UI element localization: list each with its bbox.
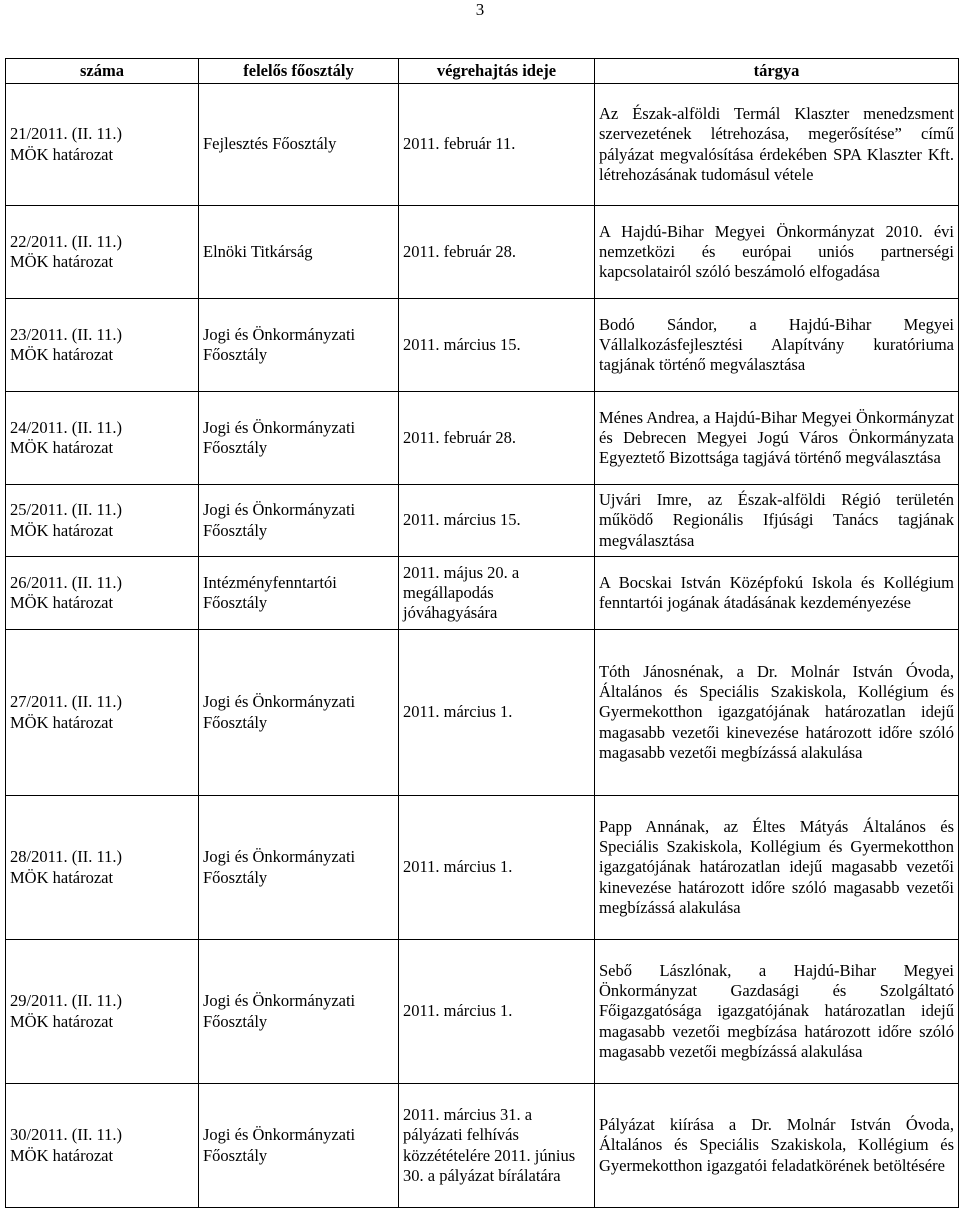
department-cell: Jogi és Önkormányzati Főosztály — [199, 299, 399, 392]
decision-number-cell — [6, 1084, 199, 1208]
table-row — [6, 485, 959, 557]
decision-type: MÖK határozat — [10, 438, 114, 457]
deadline-cell: 2011. március 1. — [399, 630, 595, 796]
decision-type: MÖK határozat — [10, 345, 114, 364]
department-cell: Jogi és Önkormányzati Főosztály — [199, 1084, 399, 1208]
decision-type: MÖK határozat — [10, 867, 114, 887]
decision-number: 24/2011. (II. 11.) — [10, 417, 122, 437]
decision-number-cell — [6, 299, 199, 392]
department-cell: Elnöki Titkárság — [199, 206, 399, 299]
department-cell: Jogi és Önkormányzati Főosztály — [199, 630, 399, 796]
deadline-cell: 2011. március 1. — [399, 796, 595, 940]
department-cell: Jogi és Önkormányzati Főosztály — [199, 796, 399, 940]
decision-number: 26/2011. (II. 11.) — [10, 572, 122, 592]
department-cell: Jogi és Önkormányzati Főosztály — [199, 392, 399, 485]
deadline-cell: 2011. február 11. — [399, 84, 595, 206]
decision-type: MÖK határozat — [10, 144, 114, 164]
subject-cell: Az Észak-alföldi Termál Klaszter menedzsment szervezetének létrehozása, megerősítése” című pályázat megvalósítása érdekében SPA Klaszter Kft. létrehozásának tudomásul vétele — [595, 84, 959, 206]
deadline-cell: 2011. március 1. — [399, 940, 595, 1084]
decision-type: MÖK határozat — [10, 252, 114, 271]
column-header-department: felelős főosztály — [199, 59, 399, 84]
department-cell: Intézményfenntartói Főosztály — [199, 557, 399, 630]
decision-number: 25/2011. (II. 11.) — [10, 500, 122, 520]
subject-cell: Ujvári Imre, az Észak-alföldi Régió területén működő Regionális Ifjúsági Tanács tagjának megválasztása — [595, 485, 959, 557]
subject-cell: A Bocskai István Középfokú Iskola és Kollégium fenntartói jogának átadásának kezdeményezése — [595, 557, 959, 630]
decision-number-cell — [6, 485, 199, 557]
decision-number: 30/2011. (II. 11.) — [10, 1125, 122, 1145]
decision-number-cell — [6, 940, 199, 1084]
decision-number: 23/2011. (II. 11.) — [10, 324, 122, 344]
table-row — [6, 940, 959, 1084]
decision-number: 22/2011. (II. 11.) — [10, 231, 122, 251]
department-cell: Fejlesztés Főosztály — [199, 84, 399, 206]
subject-cell: Pályázat kiírása a Dr. Molnár István Óvoda, Általános és Speciális Szakiskola, Kollégium és Gyermekotthon igazgatói feladatkörének betöltésére — [595, 1084, 959, 1208]
decision-number-cell — [6, 84, 199, 206]
decision-type: MÖK határozat — [10, 712, 114, 732]
decision-number-cell — [6, 557, 199, 630]
table-row — [6, 630, 959, 796]
subject-cell: Ménes Andrea, a Hajdú-Bihar Megyei Önkormányzat és Debrecen Megyei Jogú Város Önkormányzata Egyeztető Bizottsága tagjává történő megválasztása — [595, 392, 959, 485]
deadline-cell: 2011. március 31. a pályázati felhívás közzétételére 2011. június 30. a pályázat bírálatára — [399, 1084, 595, 1208]
decision-number: 28/2011. (II. 11.) — [10, 847, 122, 867]
deadline-cell: 2011. február 28. — [399, 206, 595, 299]
column-header-subject: tárgya — [595, 59, 959, 84]
table-header-row — [6, 59, 959, 84]
table-row — [6, 557, 959, 630]
table-row — [6, 206, 959, 299]
deadline-cell: 2011. február 28. — [399, 392, 595, 485]
table-row — [6, 299, 959, 392]
decision-number: 27/2011. (II. 11.) — [10, 692, 122, 712]
deadline-cell: 2011. március 15. — [399, 299, 595, 392]
subject-cell: Sebő Lászlónak, a Hajdú-Bihar Megyei Önkormányzat Gazdasági és Szolgáltató Főigazgatósága igazgatójának határozatlan idejű magasabb vezetői megbízása határozott időre szóló magasabb vezetői megbízássá alakulása — [595, 940, 959, 1084]
column-header-number: száma — [6, 59, 199, 84]
subject-cell: Bodó Sándor, a Hajdú-Bihar Megyei Vállalkozásfejlesztési Alapítvány kuratóriuma tagjának történő megválasztása — [595, 299, 959, 392]
decision-type: MÖK határozat — [10, 1011, 114, 1031]
deadline-cell: 2011. március 15. — [399, 485, 595, 557]
decision-number-cell — [6, 796, 199, 940]
decision-type: MÖK határozat — [10, 1145, 114, 1165]
department-cell: Jogi és Önkormányzati Főosztály — [199, 940, 399, 1084]
decision-type: MÖK határozat — [10, 520, 114, 540]
table-row — [6, 796, 959, 940]
table-row — [6, 392, 959, 485]
decision-type: MÖK határozat — [10, 593, 114, 612]
column-header-deadline: végrehajtás ideje — [399, 59, 595, 84]
table-row — [6, 1084, 959, 1208]
department-cell: Jogi és Önkormányzati Főosztály — [199, 485, 399, 557]
deadline-cell: 2011. május 20. a megállapodás jóváhagyására — [399, 557, 595, 630]
decision-number: 29/2011. (II. 11.) — [10, 991, 122, 1011]
table-row — [6, 84, 959, 206]
decision-number: 21/2011. (II. 11.) — [10, 124, 122, 144]
decisions-table — [5, 58, 959, 1208]
subject-cell: A Hajdú-Bihar Megyei Önkormányzat 2010. évi nemzetközi és európai uniós partnerségi kapcsolatairól szóló beszámoló elfogadása — [595, 206, 959, 299]
decision-number-cell — [6, 206, 199, 299]
subject-cell: Tóth Jánosnénak, a Dr. Molnár István Óvoda, Általános és Speciális Szakiskola, Kollégium és Gyermekotthon igazgatójának határozatlan idejű magasabb vezetői kinevezése határozott időre szóló magasabb vezetői megbízássá alakulása — [595, 630, 959, 796]
page-number: 3 — [475, 0, 485, 19]
decision-number-cell — [6, 630, 199, 796]
subject-cell: Papp Annának, az Éltes Mátyás Általános és Speciális Szakiskola, Kollégium és Gyermekotthon igazgatójának határozatlan idejű magasabb vezetői kinevezése határozott időre szóló magasabb vezetői megbízássá alakulása — [595, 796, 959, 940]
decision-number-cell — [6, 392, 199, 485]
